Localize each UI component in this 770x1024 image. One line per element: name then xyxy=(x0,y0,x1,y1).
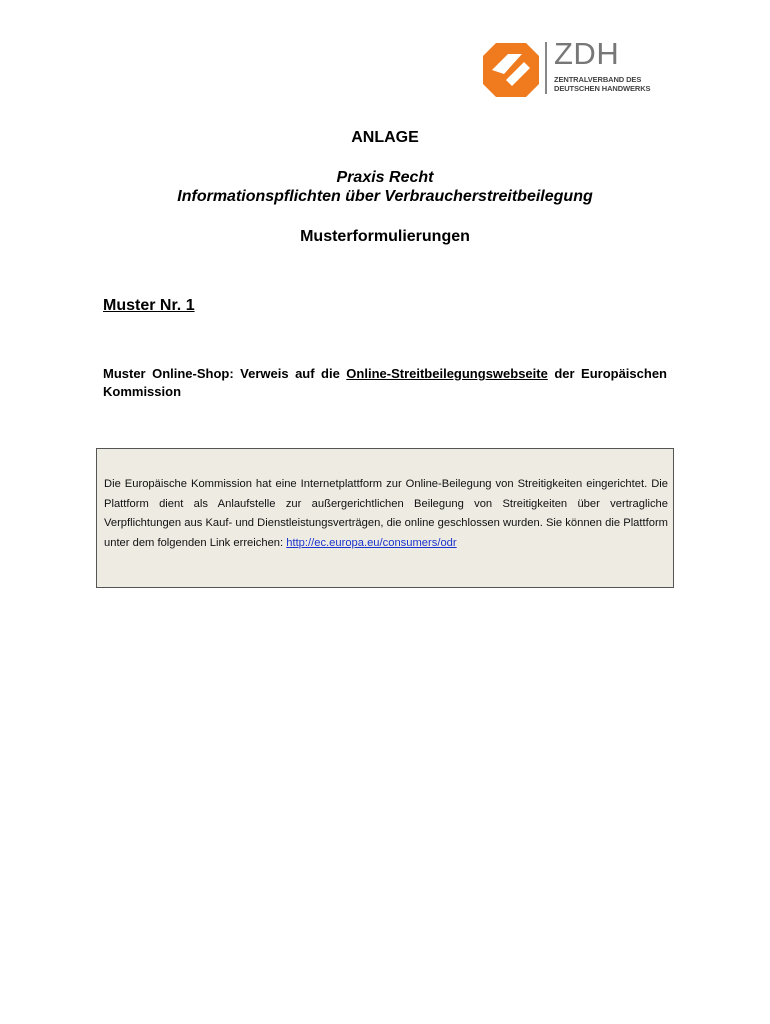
sample-text-body: Die Europäische Kommission hat eine Internetplattform zur Online-Beilegung von Streitigkeiten eingerichtet. Die Plattform dient als Anlaufstelle zur außergerichtlichen Beilegung von Streitigkeiten über vertragliche Verpflichtungen aus Kauf- und Dienstleistungsverträgen, die online geschlossen wurden. Sie können die Plattform unter dem folgenden Link erreichen: xyxy=(104,478,668,549)
intro-underlined-term: Online-Streitbeilegungswebseite xyxy=(346,366,548,381)
sample-text-box xyxy=(96,448,674,588)
muster-intro xyxy=(103,365,667,401)
section-heading: Musterformulierungen xyxy=(300,228,470,245)
page-title: ANLAGE xyxy=(351,129,419,146)
logo-wordmark: ZDH xyxy=(554,36,620,71)
odr-link[interactable]: http://ec.europa.eu/consumers/odr xyxy=(286,536,457,549)
intro-text-before: Muster Online-Shop: Verweis auf die xyxy=(103,366,347,381)
logo-subtitle-line1: ZENTRALVERBAND DES xyxy=(554,75,642,84)
muster-title: Muster Nr. 1 xyxy=(103,297,195,314)
subtitle-line2: Informationspflichten über Verbraucherstreitbeilegung xyxy=(177,188,593,205)
subtitle-line1: Praxis Recht xyxy=(336,169,434,186)
zdh-logo xyxy=(482,36,682,100)
logo-subtitle-line2: DEUTSCHEN HANDWERKS xyxy=(554,84,651,93)
zdh-logo-icon xyxy=(482,42,540,98)
intro-text-after: der Europäischen Kommission xyxy=(103,366,667,399)
logo-divider xyxy=(545,42,547,94)
sample-text xyxy=(104,475,668,553)
